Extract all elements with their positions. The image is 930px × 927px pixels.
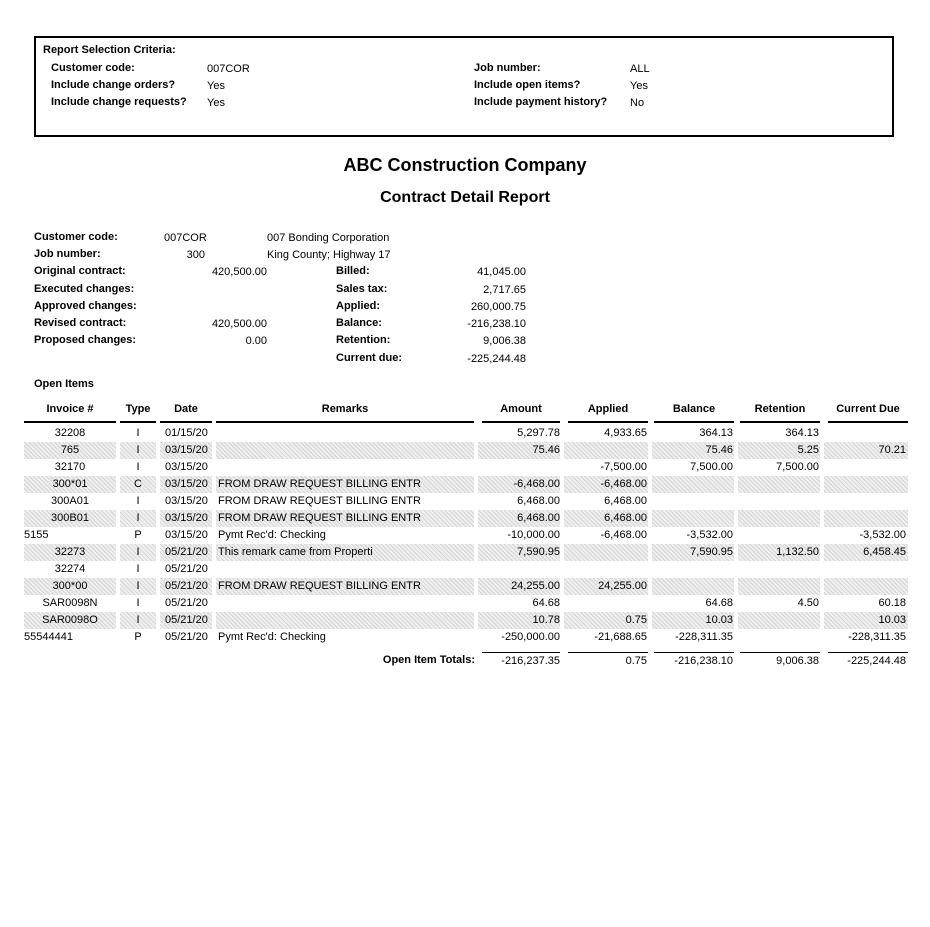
totals-rule bbox=[740, 652, 820, 653]
cell-invoice: 300A01 bbox=[51, 495, 89, 507]
col-header-date: Date bbox=[174, 403, 198, 415]
cell-applied: -21,688.65 bbox=[594, 631, 647, 643]
report-title: Contract Detail Report bbox=[380, 189, 550, 206]
cell-type: I bbox=[136, 444, 140, 456]
col-header-remarks: Remarks bbox=[321, 403, 369, 415]
header-rule bbox=[654, 421, 734, 423]
summary-billed-label: Billed: bbox=[336, 265, 370, 277]
table-row bbox=[24, 459, 908, 476]
cell-remarks: FROM DRAW REQUEST BILLING ENTR bbox=[218, 580, 421, 592]
table-row bbox=[24, 561, 908, 578]
cell-invoice: 300B01 bbox=[51, 512, 89, 524]
cell-invoice: 32274 bbox=[54, 563, 86, 575]
summary-job-number-label: Job number: bbox=[34, 248, 101, 260]
cell-amount: -250,000.00 bbox=[501, 631, 560, 643]
table-row bbox=[24, 493, 908, 510]
cell-invoice: 55544441 bbox=[24, 631, 73, 643]
summary-revised-contract-value: 420,500.00 bbox=[211, 318, 267, 330]
cell-type: I bbox=[136, 580, 140, 592]
criteria-change-orders-label: Include change orders? bbox=[51, 79, 176, 91]
summary-billed-value: 41,045.00 bbox=[477, 266, 526, 278]
cell-date: 05/21/20 bbox=[165, 580, 208, 592]
summary-job-number: 300 bbox=[186, 249, 205, 261]
cell-date: 03/15/20 bbox=[165, 529, 208, 541]
summary-proposed-changes-label: Proposed changes: bbox=[34, 334, 137, 346]
cell-date: 03/15/20 bbox=[165, 495, 208, 507]
cell-type: I bbox=[136, 495, 140, 507]
cell-applied: 4,933.65 bbox=[604, 427, 647, 439]
row-column-gap bbox=[156, 510, 160, 527]
cell-invoice: 300*01 bbox=[52, 478, 88, 490]
cell-balance: -3,532.00 bbox=[686, 529, 733, 541]
cell-retention: 1,132.50 bbox=[776, 546, 819, 558]
cell-invoice: SAR0098N bbox=[42, 597, 98, 609]
summary-applied-value: 260,000.75 bbox=[470, 301, 526, 313]
cell-applied: -6,468.00 bbox=[600, 478, 647, 490]
summary-executed-changes-label: Executed changes: bbox=[34, 283, 135, 295]
cell-invoice: 32170 bbox=[54, 461, 86, 473]
header-rule bbox=[568, 421, 648, 423]
cell-type: C bbox=[134, 478, 142, 490]
cell-applied: -7,500.00 bbox=[600, 461, 647, 473]
row-column-gap bbox=[734, 578, 738, 595]
summary-approved-changes-label: Approved changes: bbox=[34, 300, 137, 312]
cell-amount: 75.46 bbox=[532, 444, 560, 456]
cell-retention: 4.50 bbox=[797, 597, 819, 609]
cell-applied: 6,468.00 bbox=[604, 512, 647, 524]
totals-rule bbox=[654, 652, 734, 653]
totals-balance: -216,238.10 bbox=[674, 655, 733, 667]
cell-date: 01/15/20 bbox=[165, 427, 208, 439]
cell-amount: 6,468.00 bbox=[517, 495, 560, 507]
summary-customer-code-label: Customer code: bbox=[34, 231, 118, 243]
cell-current-due: -3,532.00 bbox=[859, 529, 906, 541]
row-column-gap bbox=[156, 442, 160, 459]
summary-balance-label: Balance: bbox=[336, 317, 382, 329]
row-column-gap bbox=[156, 612, 160, 629]
totals-rule bbox=[568, 652, 648, 653]
col-header-amount: Amount bbox=[500, 403, 542, 415]
row-column-gap bbox=[156, 476, 160, 493]
table-row bbox=[24, 544, 908, 561]
table-row bbox=[24, 527, 908, 544]
cell-date: 05/21/20 bbox=[165, 563, 208, 575]
table-row bbox=[24, 425, 908, 442]
cell-balance: 75.46 bbox=[705, 444, 733, 456]
criteria-title: Report Selection Criteria: bbox=[43, 44, 176, 56]
cell-retention: 7,500.00 bbox=[776, 461, 819, 473]
cell-amount: -6,468.00 bbox=[513, 478, 560, 490]
cell-current-due: -228,311.35 bbox=[848, 631, 906, 643]
header-rule bbox=[160, 421, 212, 423]
cell-current-due: 60.18 bbox=[878, 597, 906, 609]
summary-proposed-changes-value: 0.00 bbox=[245, 335, 267, 347]
totals-rule bbox=[828, 652, 908, 653]
criteria-open-items-label: Include open items? bbox=[474, 79, 581, 91]
cell-invoice: SAR0098O bbox=[42, 614, 98, 626]
col-header-applied: Applied bbox=[587, 403, 629, 415]
table-row bbox=[24, 476, 908, 493]
row-column-gap bbox=[734, 476, 738, 493]
summary-balance-value: -216,238.10 bbox=[467, 318, 526, 330]
row-column-gap bbox=[820, 476, 824, 493]
criteria-job-number-value: ALL bbox=[630, 63, 650, 75]
criteria-change-requests-value: Yes bbox=[207, 97, 225, 109]
cell-amount: 24,255.00 bbox=[511, 580, 560, 592]
cell-balance: 10.03 bbox=[705, 614, 733, 626]
cell-date: 03/15/20 bbox=[165, 461, 208, 473]
col-header-current-due: Current Due bbox=[836, 403, 900, 415]
summary-retention-label: Retention: bbox=[336, 334, 391, 346]
table-row bbox=[24, 595, 908, 612]
cell-invoice: 300*00 bbox=[52, 580, 88, 592]
cell-applied: 6,468.00 bbox=[604, 495, 647, 507]
cell-remarks: Pymt Rec'd: Checking bbox=[218, 529, 326, 541]
cell-remarks: FROM DRAW REQUEST BILLING ENTR bbox=[218, 512, 421, 524]
cell-current-due: 6,458.45 bbox=[863, 546, 906, 558]
cell-type: I bbox=[136, 546, 140, 558]
row-column-gap bbox=[560, 442, 564, 459]
header-rule bbox=[828, 421, 908, 423]
cell-date: 03/15/20 bbox=[165, 478, 208, 490]
col-header-invoice: Invoice # bbox=[46, 403, 94, 415]
cell-type: I bbox=[136, 461, 140, 473]
cell-invoice: 32273 bbox=[54, 546, 86, 558]
row-column-gap bbox=[734, 510, 738, 527]
criteria-job-number-label: Job number: bbox=[474, 62, 541, 74]
cell-date: 05/21/20 bbox=[165, 631, 208, 643]
table-row bbox=[24, 629, 908, 646]
cell-applied: -6,468.00 bbox=[600, 529, 647, 541]
table-row bbox=[24, 612, 908, 629]
cell-date: 03/15/20 bbox=[165, 444, 208, 456]
header-rule bbox=[740, 421, 820, 423]
cell-type: I bbox=[136, 614, 140, 626]
criteria-customer-code-value: 007COR bbox=[207, 63, 250, 75]
summary-current-due-value: -225,244.48 bbox=[467, 353, 526, 365]
row-column-gap bbox=[820, 578, 824, 595]
cell-type: I bbox=[136, 563, 140, 575]
summary-applied-label: Applied: bbox=[336, 300, 380, 312]
cell-balance: 7,590.95 bbox=[690, 546, 733, 558]
cell-balance: 64.68 bbox=[705, 597, 733, 609]
cell-amount: 5,297.78 bbox=[517, 427, 560, 439]
cell-date: 03/15/20 bbox=[165, 512, 208, 524]
cell-retention: 364.13 bbox=[785, 427, 819, 439]
header-rule bbox=[24, 421, 116, 423]
cell-type: I bbox=[136, 512, 140, 524]
summary-original-contract-label: Original contract: bbox=[34, 265, 126, 277]
row-column-gap bbox=[156, 578, 160, 595]
table-row bbox=[24, 578, 908, 595]
cell-type: P bbox=[134, 529, 142, 541]
totals-amount: -216,237.35 bbox=[501, 655, 560, 667]
cell-type: I bbox=[136, 597, 140, 609]
criteria-open-items-value: Yes bbox=[630, 80, 648, 92]
criteria-payment-history-value: No bbox=[630, 97, 645, 109]
cell-amount: -10,000.00 bbox=[507, 529, 560, 541]
totals-label: Open Item Totals: bbox=[382, 654, 475, 666]
cell-amount: 7,590.95 bbox=[517, 546, 560, 558]
cell-invoice: 5155 bbox=[24, 529, 49, 541]
summary-job-name: King County; Highway 17 bbox=[267, 249, 391, 261]
criteria-customer-code-label: Customer code: bbox=[51, 62, 135, 74]
cell-retention: 5.25 bbox=[797, 444, 819, 456]
cell-applied: 0.75 bbox=[625, 614, 647, 626]
cell-amount: 10.78 bbox=[532, 614, 560, 626]
totals-retention: 9,006.38 bbox=[776, 655, 819, 667]
row-column-gap bbox=[648, 578, 652, 595]
col-header-type: Type bbox=[125, 403, 151, 415]
table-row bbox=[24, 510, 908, 527]
header-rule bbox=[482, 421, 560, 423]
summary-customer-name: 007 Bonding Corporation bbox=[267, 232, 390, 244]
row-column-gap bbox=[648, 476, 652, 493]
cell-date: 05/21/20 bbox=[165, 614, 208, 626]
cell-remarks: This remark came from Properti bbox=[218, 546, 373, 558]
cell-remarks: FROM DRAW REQUEST BILLING ENTR bbox=[218, 478, 421, 490]
totals-current-due: -225,244.48 bbox=[847, 655, 906, 667]
row-column-gap bbox=[560, 544, 564, 561]
criteria-payment-history-label: Include payment history? bbox=[474, 96, 608, 108]
criteria-change-requests-label: Include change requests? bbox=[51, 96, 187, 108]
header-rule bbox=[120, 421, 156, 423]
summary-original-contract-value: 420,500.00 bbox=[211, 266, 267, 278]
col-header-balance: Balance bbox=[672, 403, 716, 415]
row-column-gap bbox=[734, 612, 738, 629]
cell-type: I bbox=[136, 427, 140, 439]
cell-balance: -228,311.35 bbox=[675, 631, 733, 643]
cell-balance: 364.13 bbox=[699, 427, 733, 439]
cell-invoice: 765 bbox=[60, 444, 80, 456]
cell-remarks: Pymt Rec'd: Checking bbox=[218, 631, 326, 643]
col-header-retention: Retention bbox=[754, 403, 806, 415]
cell-balance: 7,500.00 bbox=[690, 461, 733, 473]
row-column-gap bbox=[648, 510, 652, 527]
row-column-gap bbox=[156, 544, 160, 561]
cell-date: 05/21/20 bbox=[165, 546, 208, 558]
criteria-change-orders-value: Yes bbox=[207, 80, 225, 92]
summary-customer-code: 007COR bbox=[164, 232, 207, 244]
cell-current-due: 70.21 bbox=[878, 444, 906, 456]
cell-date: 05/21/20 bbox=[165, 597, 208, 609]
summary-current-due-label: Current due: bbox=[336, 352, 402, 364]
totals-rule bbox=[482, 652, 560, 653]
cell-current-due: 10.03 bbox=[878, 614, 906, 626]
cell-amount: 6,468.00 bbox=[517, 512, 560, 524]
open-items-section-title: Open Items bbox=[34, 378, 94, 390]
summary-retention-value: 9,006.38 bbox=[483, 335, 526, 347]
cell-type: P bbox=[134, 631, 142, 643]
cell-amount: 64.68 bbox=[532, 597, 560, 609]
row-column-gap bbox=[820, 510, 824, 527]
cell-applied: 24,255.00 bbox=[598, 580, 647, 592]
summary-sales-tax-value: 2,717.65 bbox=[483, 284, 526, 296]
summary-revised-contract-label: Revised contract: bbox=[34, 317, 127, 329]
company-name: ABC Construction Company bbox=[343, 155, 587, 175]
cell-invoice: 32208 bbox=[54, 427, 86, 439]
totals-applied: 0.75 bbox=[625, 655, 647, 667]
header-rule bbox=[216, 421, 474, 423]
summary-sales-tax-label: Sales tax: bbox=[336, 283, 388, 295]
table-row bbox=[24, 442, 908, 459]
cell-remarks: FROM DRAW REQUEST BILLING ENTR bbox=[218, 495, 421, 507]
